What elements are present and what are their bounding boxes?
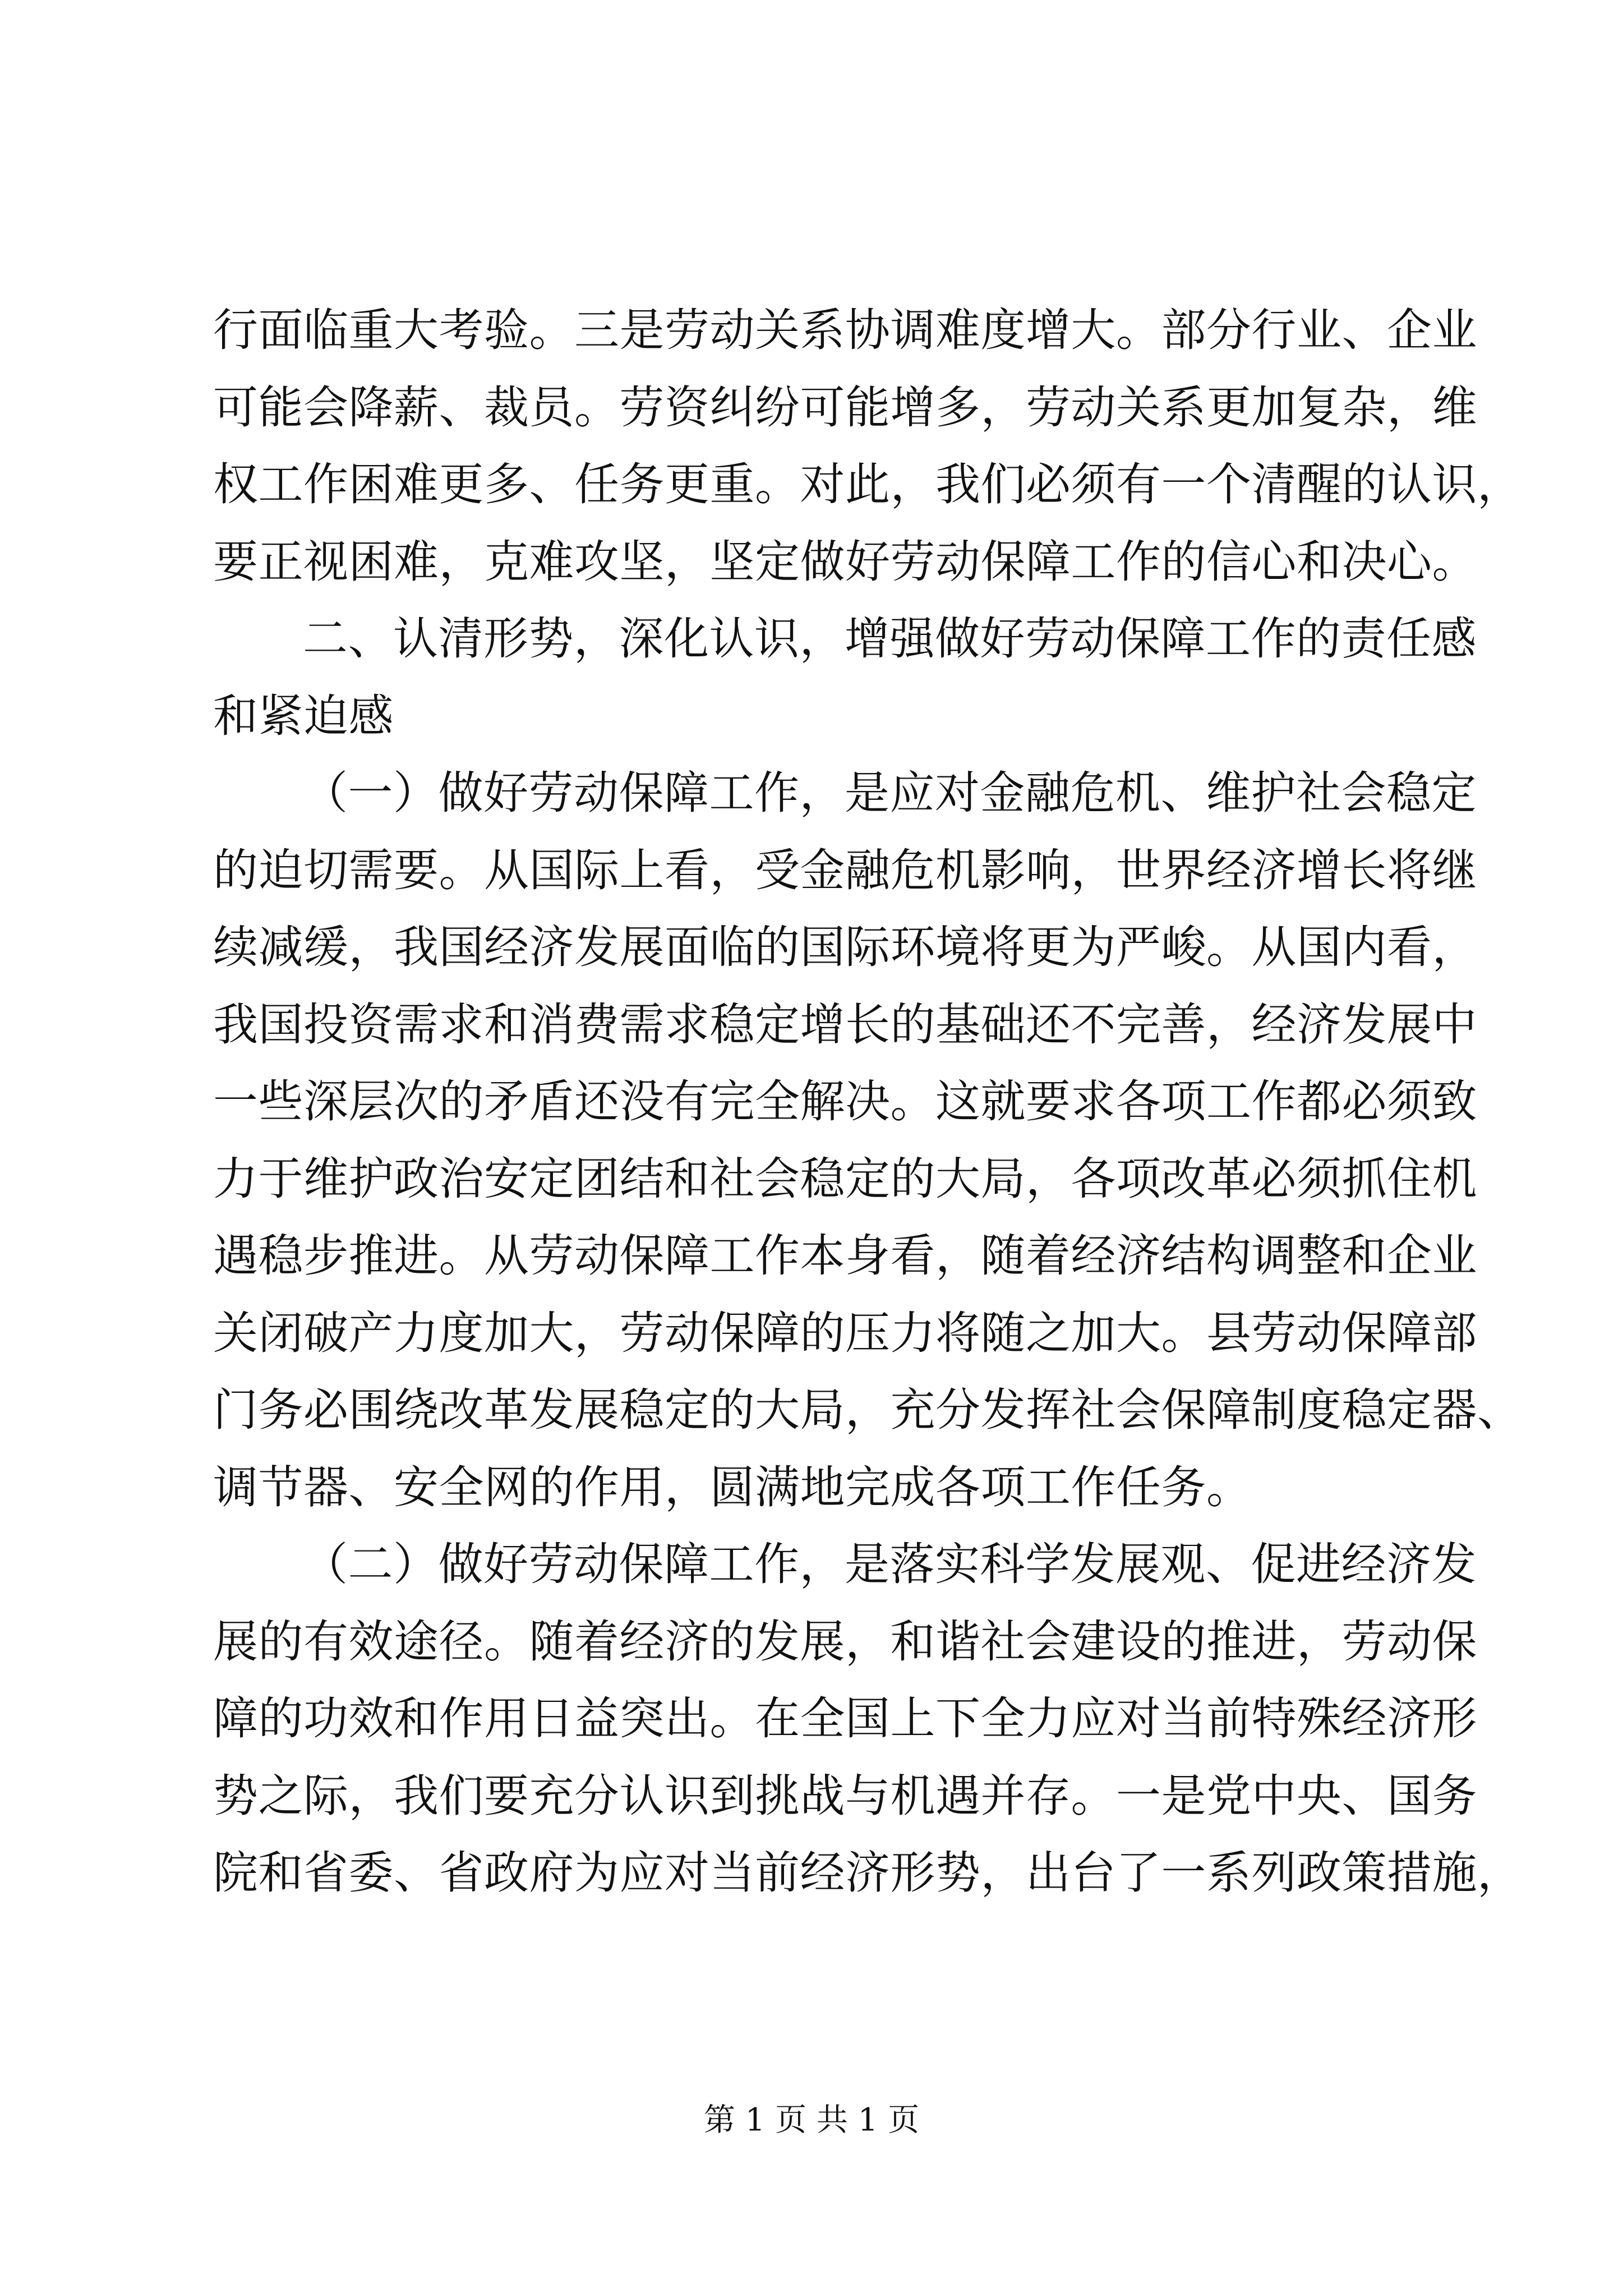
text-line: （二）做好劳动保障工作，是落实科学发展观、促进经济发 — [303, 1538, 1477, 1590]
text-line: 关闭破产力度加大，劳动保障的压力将随之加大。县劳动保障部 — [213, 1306, 1477, 1359]
text-line: 力于维护政治安定团结和社会稳定的大局，各项改革必须抓住机 — [213, 1152, 1477, 1205]
text-line: 的迫切需要。从国际上看，受金融危机影响，世界经济增长将继 — [213, 844, 1477, 896]
page-number-footer: 第 1 页 共 1 页 — [703, 2102, 920, 2138]
text-line: 院和省委、省政府为应对当前经济形势，出台了一系列政策措施， — [213, 1847, 1523, 1899]
section-heading-line: 和紧迫感 — [213, 689, 394, 742]
text-line: 要正视困难，克难攻坚，坚定做好劳动保障工作的信心和决心。 — [213, 535, 1477, 588]
section-heading-line: 二、认清形势，深化认识，增强做好劳动保障工作的责任感 — [303, 613, 1477, 665]
text-line: 势之际，我们要充分认识到挑战与机遇并存。一是党中央、国务 — [213, 1769, 1477, 1822]
text-line: 门务必围绕改革发展稳定的大局，充分发挥社会保障制度稳定器、 — [213, 1384, 1523, 1436]
text-line: 续减缓，我国经济发展面临的国际环境将更为严峻。从国内看， — [213, 921, 1477, 973]
text-line: 展的有效途径。随着经济的发展，和谐社会建设的推进，劳动保 — [213, 1615, 1477, 1668]
text-line: 遇稳步推进。从劳动保障工作本身看，随着经济结构调整和企业 — [213, 1230, 1477, 1282]
text-line: 障的功效和作用日益突出。在全国上下全力应对当前特殊经济形 — [213, 1692, 1477, 1745]
text-line: 调节器、安全网的作用，圆满地完成各项工作任务。 — [213, 1461, 1252, 1513]
text-line: 我国投资需求和消费需求稳定增长的基础还不完善，经济发展中 — [213, 998, 1477, 1051]
text-line: （一）做好劳动保障工作，是应对金融危机、维护社会稳定 — [303, 767, 1477, 819]
text-line: 可能会降薪、裁员。劳资纠纷可能增多，劳动关系更加复杂，维 — [213, 381, 1477, 434]
text-line: 一些深层次的矛盾还没有完全解决。这就要求各项工作都必须致 — [213, 1075, 1477, 1128]
text-line: 权工作困难更多、任务更重。对此，我们必须有一个清醒的认识， — [213, 458, 1523, 510]
document-body — [213, 292, 1523, 1912]
text-line: 行面临重大考验。三是劳动关系协调难度增大。部分行业、企业 — [213, 304, 1477, 356]
